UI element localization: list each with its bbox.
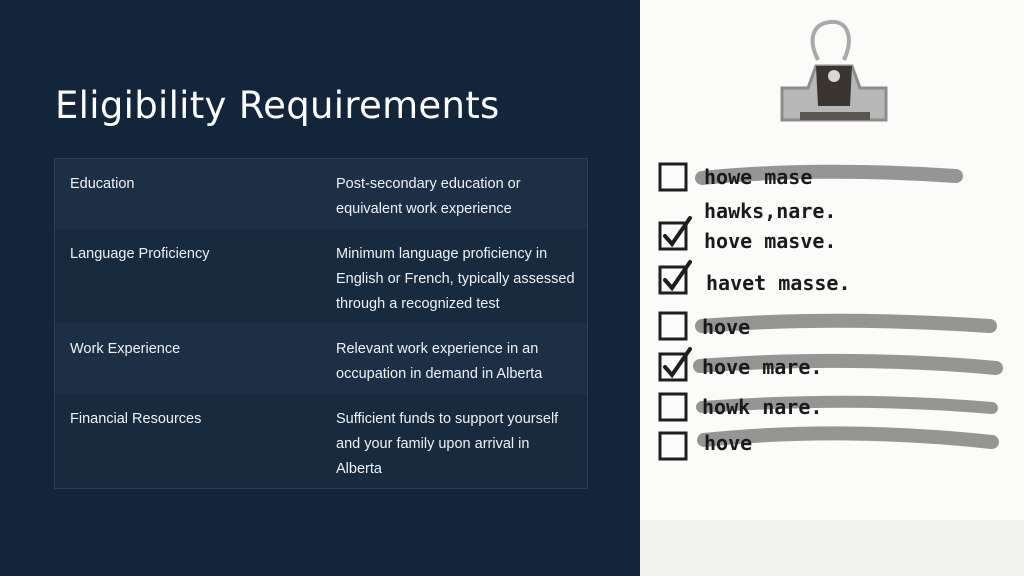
requirement-description: Relevant work experience in an occupation in demand in Alberta [336,341,543,382]
checklist-item-text: hawks,nare. [704,199,837,223]
slide-title: Eligibility Requirements [55,84,500,127]
requirement-description: Minimum language proficiency in English or French, typically assessed through a recognized test [336,246,575,312]
requirement-label: Work Experience [70,341,181,357]
requirement-label: Language Proficiency [70,246,210,262]
checklist-illustration [640,0,1024,576]
checklist-item-text: havet masse. [706,271,851,295]
table-row [55,393,587,488]
requirements-table [54,158,588,489]
checklist-item-text: howk nare. [702,395,823,419]
requirement-description: Sufficient funds to support yourself and your family upon arrival in Alberta [336,411,559,477]
requirement-label: Financial Resources [70,411,202,427]
checklist-item-text: howe mase [704,165,813,189]
paper-bottom [640,520,1024,576]
table-row [55,228,587,323]
table-row [55,323,587,393]
checklist-item-text: hove [704,431,753,455]
checklist-item-text: hove [702,315,751,339]
requirement-description: Post-secondary education or equivalent work experience [336,176,521,217]
requirement-label: Education [70,176,135,192]
checklist-item-text: hove mare. [702,355,823,379]
checklist-item-text: hove masve. [704,229,837,253]
table-row [55,159,587,228]
checklist-photo [640,0,1024,576]
